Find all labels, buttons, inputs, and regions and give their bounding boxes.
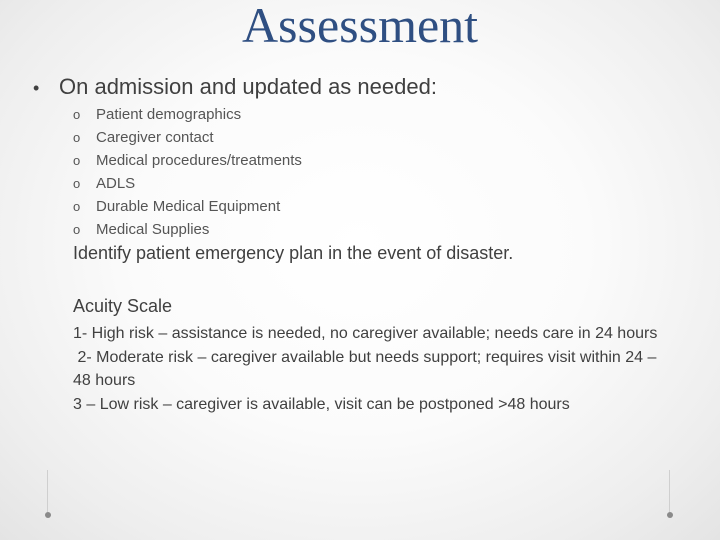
sub-bullet-marker: o <box>73 153 81 168</box>
list-item-text: Durable Medical Equipment <box>96 198 281 215</box>
sub-bullet-marker: o <box>73 107 81 122</box>
sub-bullet-marker: o <box>73 176 81 191</box>
decorative-line-left <box>47 470 48 512</box>
decorative-dot-left <box>45 512 51 518</box>
bullet-marker: • <box>33 78 40 98</box>
decorative-dot-right <box>667 512 673 518</box>
emergency-plan-text: Identify patient emergency plan in the event of disaster. <box>73 243 514 263</box>
decorative-line-right <box>669 470 670 512</box>
sub-bullet-marker: o <box>73 130 81 145</box>
main-bullet-text: On admission and updated as needed: <box>59 74 437 99</box>
list-item-text: Medical Supplies <box>96 221 210 238</box>
list-item-text: ADLS <box>96 175 136 192</box>
list-item-text: Caregiver contact <box>96 129 214 146</box>
list-item <box>73 103 302 126</box>
main-bullet <box>33 74 437 100</box>
sub-bullet-marker: o <box>73 222 81 237</box>
list-item <box>73 126 302 149</box>
list-item <box>73 149 302 172</box>
sub-bullet-marker: o <box>73 199 81 214</box>
list-item <box>73 172 302 195</box>
list-item <box>73 195 302 218</box>
acuity-scale-heading: Acuity Scale <box>73 296 173 316</box>
acuity-level-low: 3 – Low risk – caregiver is available, visit can be postponed >48 hours <box>73 395 570 413</box>
slide-title: Assessment <box>241 0 479 53</box>
acuity-scale-list <box>73 322 673 416</box>
list-item-text: Patient demographics <box>96 106 242 123</box>
acuity-level-high: 1- High risk – assistance is needed, no caregiver available; needs care in 24 hours <box>73 325 658 342</box>
acuity-level-moderate: 2- Moderate risk – caregiver available but needs support; requires visit within 24 – 48 hours <box>73 348 661 389</box>
list-item-text: Medical procedures/treatments <box>96 152 302 169</box>
assessment-sublist <box>73 103 302 241</box>
list-item <box>73 218 302 241</box>
